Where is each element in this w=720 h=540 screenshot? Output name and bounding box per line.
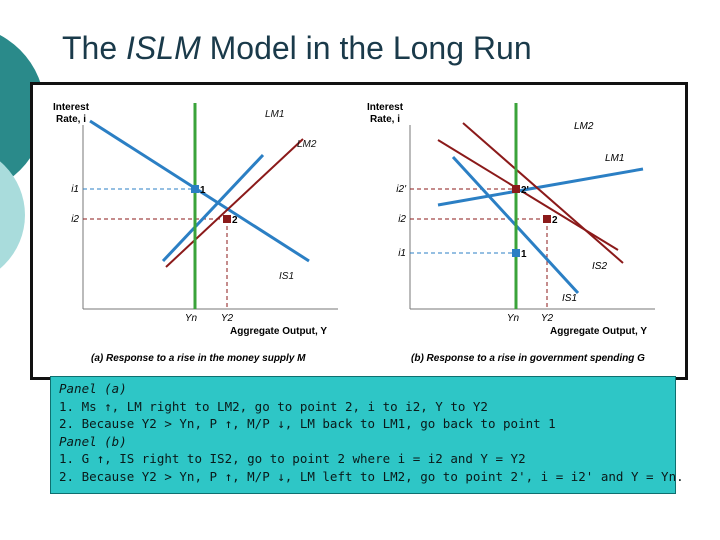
panel-b-y-label-1: Interest bbox=[366, 102, 404, 113]
panel-a-yn-label: Yn bbox=[184, 313, 198, 324]
panel-b-is1-label: IS1 bbox=[562, 293, 578, 304]
panel-b-point-2p-marker bbox=[512, 185, 520, 193]
panel-a-y2-label: Y2 bbox=[220, 313, 234, 324]
panel-a-point-2-marker bbox=[223, 215, 231, 223]
note-panel-a-heading: Panel (a) bbox=[59, 381, 127, 396]
panel-a-lm2-curve bbox=[166, 139, 303, 267]
panel-b-is2-label: IS2 bbox=[592, 261, 608, 272]
panel-b-i1-label: i1 bbox=[398, 248, 406, 259]
panel-a-y-label-2: Rate, i bbox=[55, 114, 87, 125]
panel-b-y-label-2: Rate, i bbox=[369, 114, 401, 125]
panel-a-i1-label: i1 bbox=[71, 184, 79, 195]
panel-b-x-label: Aggregate Output, Y bbox=[550, 326, 648, 337]
panel-b-caption: (b) Response to a rise in government spending G bbox=[411, 353, 645, 364]
panel-b-point-2p-label: 2' bbox=[521, 185, 529, 196]
panel-b-i2-label: i2 bbox=[398, 214, 406, 225]
panel-b-i2p-label: i2' bbox=[396, 184, 406, 195]
panel-b-point-1-label: 1 bbox=[521, 249, 527, 260]
panel-b-yn-label: Yn bbox=[506, 313, 520, 324]
panel-a-caption: (a) Response to a rise in the money supply M bbox=[91, 353, 306, 364]
panel-a-is1-curve bbox=[163, 155, 263, 261]
note-panel-b-step-1: 1. G ↑, IS right to IS2, go to point 2 where i = i2 and Y = Y2 bbox=[59, 451, 526, 466]
panel-a-point-2-label: 2 bbox=[232, 215, 238, 226]
note-panel-b-step-2: 2. Because Y2 > Yn, P ↑, M/P ↓, LM left to LM2, go to point 2', i = i2' and Y = Yn. bbox=[59, 468, 684, 484]
figure-frame bbox=[30, 82, 688, 380]
panel-b-lm2-label: LM2 bbox=[574, 121, 594, 132]
panel-a bbox=[53, 102, 338, 364]
panel-a-x-label: Aggregate Output, Y bbox=[230, 326, 328, 337]
panel-a-lm1-label: LM1 bbox=[265, 109, 285, 120]
panel-a-lm2-label: LM2 bbox=[297, 139, 317, 150]
panel-b-point-1-marker bbox=[512, 249, 520, 257]
panel-a-point-1-label: 1 bbox=[200, 185, 206, 196]
panel-a-i2-label: i2 bbox=[71, 214, 79, 225]
slide-title: The ISLM Model in the Long Run bbox=[62, 30, 532, 66]
panel-b-point-2-label: 2 bbox=[552, 215, 558, 226]
panel-b-lm1-label: LM1 bbox=[605, 153, 625, 164]
note-panel-b-heading: Panel (b) bbox=[59, 433, 127, 449]
panel-a-is1-label: IS1 bbox=[279, 271, 295, 282]
panel-b-point-2-marker bbox=[543, 215, 551, 223]
islm-graphs bbox=[33, 85, 685, 377]
panel-a-y-label-1: Interest bbox=[52, 102, 90, 113]
panel-b bbox=[367, 102, 655, 364]
explanation-box bbox=[50, 376, 684, 494]
note-panel-a-step-2: 2. Because Y2 > Yn, P ↑, M/P ↓, LM back to LM1, go back to point 1 bbox=[59, 416, 556, 431]
panel-a-point-1-marker bbox=[191, 185, 199, 193]
panel-b-y2-label: Y2 bbox=[540, 313, 554, 324]
note-panel-a-step-1: 1. Ms ↑, LM right to LM2, go to point 2, i to i2, Y to Y2 bbox=[59, 398, 488, 414]
